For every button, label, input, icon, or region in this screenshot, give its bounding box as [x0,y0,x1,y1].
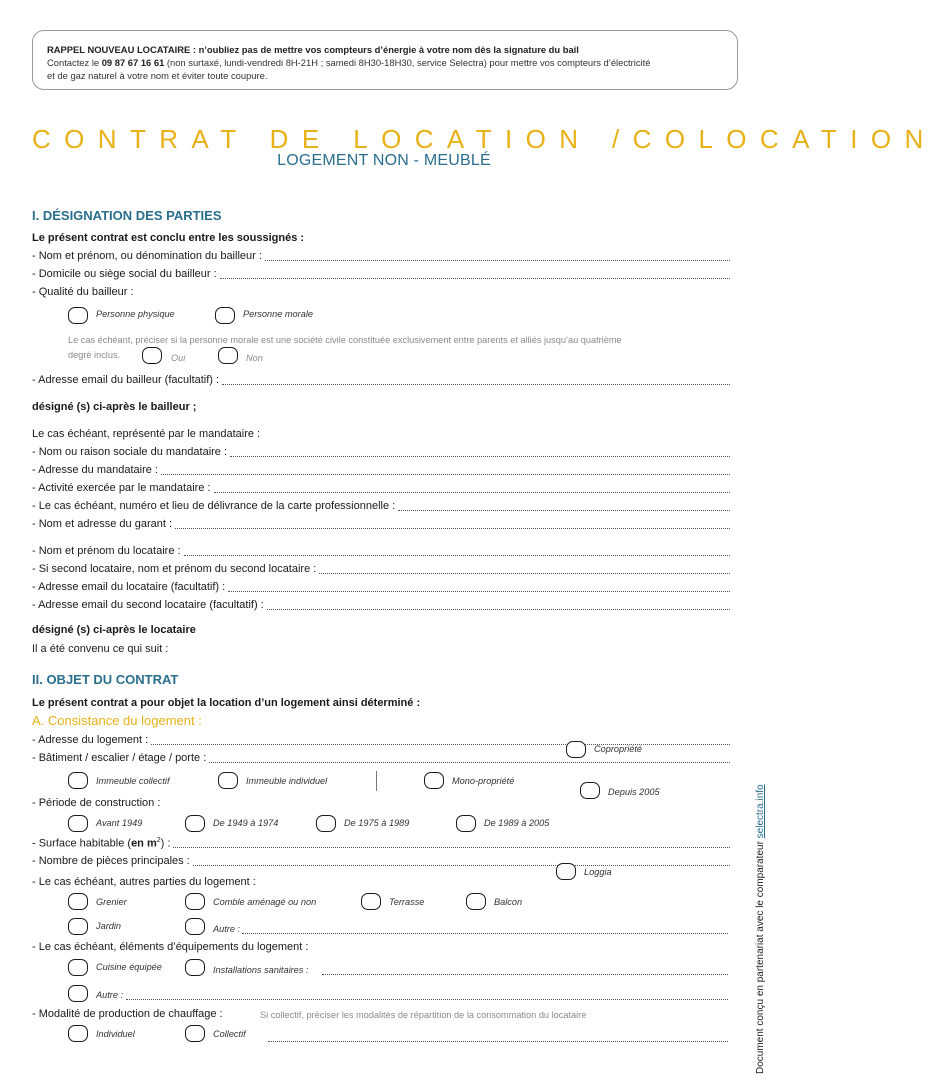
autre-parties-dots[interactable] [242,922,728,934]
bailleur-name-label: - Nom et prénom, ou dénomination du bailleur : [32,250,262,262]
checkbox-jardin[interactable] [68,918,88,935]
surface-field[interactable] [32,837,730,851]
checkbox-sanitaires[interactable] [185,959,205,976]
autre-equip-dots[interactable] [126,988,728,1000]
option-chauffage-collectif: Collectif [213,1029,246,1039]
bailleur-name-dots[interactable] [265,250,730,261]
periode-construction-label: - Période de construction : [32,797,161,809]
mandataire-adresse-dots[interactable] [161,464,730,475]
objet-intro: Le présent contrat a pour objet la location d’un logement ainsi déterminé : [32,697,421,709]
reminder-phone[interactable]: 09 87 67 16 61 [101,57,165,68]
chauffage-note: Si collectif, préciser les modalités de répartition de la consommation du locataire [260,1010,587,1020]
option-1989-2005: De 1989 à 2005 [484,818,550,828]
mandataire-activite-dots[interactable] [214,482,730,493]
mandataire-intro: Le cas échéant, représenté par le mandataire : [32,428,261,440]
checkbox-comble[interactable] [185,893,205,910]
checkbox-chauffage-individuel[interactable] [68,1025,88,1042]
garant-field[interactable] [32,518,730,532]
checkbox-immeuble-individuel[interactable] [218,772,238,789]
option-autre-equip: Autre : [96,990,124,1000]
bailleur-email-dots[interactable] [222,374,730,385]
mandataire-nom-dots[interactable] [230,446,730,457]
options-divider [376,771,377,791]
checkbox-sci-non[interactable] [218,347,238,364]
mandataire-carte-dots[interactable] [398,500,730,511]
bailleur-email-field[interactable] [32,374,730,388]
reminder-contact-suffix: (non surtaxé, lundi-vendredi 8H-21H ; samedi 8H30-18H30, service Selectra) pour mettre vos compteurs d’électricité [164,57,651,68]
surface-unit: en m [131,837,157,850]
contract-title: CONTRAT DE LOCATION /COLOCATION [32,124,937,154]
second-email-field[interactable] [32,599,730,613]
second-locataire-dots[interactable] [319,563,730,574]
option-balcon: Balcon [494,897,523,907]
option-sanitaires: Installations sanitaires : [213,965,309,975]
chauffage-label: - Modalité de production de chauffage : [32,1008,223,1020]
option-chauffage-individuel: Individuel [96,1029,135,1039]
batiment-label: - Bâtiment / escalier / étage / porte : [32,752,207,764]
second-email-dots[interactable] [267,599,730,610]
reminder-line3: et de gaz naturel à votre nom et éviter toute coupure. [47,70,268,81]
option-personne-morale: Personne morale [243,309,313,319]
checkbox-autre-parties[interactable] [185,918,205,935]
option-loggia: Loggia [584,867,612,877]
locataire-email-field[interactable] [32,581,730,595]
reminder-contact-prefix: Contactez le [47,57,102,68]
option-immeuble-collectif: Immeuble collectif [96,776,170,786]
option-grenier: Grenier [96,897,127,907]
parties-intro: Le présent contrat est conclu entre les soussignés : [32,232,305,244]
chauffage-dots[interactable] [268,1030,728,1042]
pieces-dots[interactable] [193,855,730,866]
designe-bailleur: désigné (s) ci-après le bailleur ; [32,401,197,413]
adresse-logement-label: - Adresse du logement : [32,734,149,746]
option-comble: Comble aménagé ou non [213,897,317,907]
mandataire-adresse-label: - Adresse du mandataire : [32,464,158,476]
mandataire-carte-label: - Le cas échéant, numéro et lieu de délivrance de la carte professionnelle : [32,500,396,512]
batiment-field[interactable] [32,752,730,766]
option-terrasse: Terrasse [389,897,425,907]
option-personne-physique: Personne physique [96,309,175,319]
sanitaires-dots[interactable] [322,963,728,975]
checkbox-personne-morale[interactable] [215,307,235,324]
mandataire-carte-field[interactable] [32,500,730,514]
batiment-dots[interactable] [209,752,730,763]
checkbox-autre-equip[interactable] [68,985,88,1002]
adresse-logement-dots[interactable] [151,734,730,745]
second-locataire-label: - Si second locataire, nom et prénom du second locataire : [32,563,317,575]
consistance-heading: A. Consistance du logement : [32,713,202,728]
mandataire-adresse-field[interactable] [32,464,730,478]
option-immeuble-individuel: Immeuble individuel [246,776,328,786]
designe-locataire: désigné (s) ci-après le locataire [32,624,196,636]
locataire-nom-dots[interactable] [184,545,730,556]
second-email-label: - Adresse email du second locataire (facultatif) : [32,599,264,611]
surface-suffix: ) : [160,837,171,850]
mandataire-activite-label: - Activité exercée par le mandataire : [32,482,211,494]
surface-label [32,837,170,851]
bailleur-email-label: - Adresse email du bailleur (facultatif) : [32,374,220,386]
checkbox-cuisine[interactable] [68,959,88,976]
surface-prefix: - Surface habitable ( [32,837,132,850]
checkbox-personne-physique[interactable] [68,307,88,324]
checkbox-sci-oui[interactable] [142,347,162,364]
checkbox-1975-1989[interactable] [316,815,336,832]
side-credit [755,784,766,1074]
locataire-email-dots[interactable] [228,581,730,592]
energy-reminder-box [32,30,738,90]
locataire-nom-label: - Nom et prénom du locataire : [32,545,181,557]
option-depuis-2005: Depuis 2005 [608,787,660,797]
option-sci-non: Non [246,353,263,363]
option-jardin: Jardin [96,921,122,931]
surface-exponent: 2 [156,837,161,844]
checkbox-immeuble-collectif[interactable] [68,772,88,789]
option-1975-1989: De 1975 à 1989 [344,818,410,828]
checkbox-terrasse[interactable] [361,893,381,910]
garant-dots[interactable] [175,518,730,529]
sci-note-line1: Le cas échéant, préciser si la personne morale est une société civile constituée exclusivement entre parents et alliés jusqu’au quatrième [68,335,622,345]
option-1949-1974: De 1949 à 1974 [213,818,279,828]
reminder-title: RAPPEL NOUVEAU LOCATAIRE : n’oubliez pas de mettre vos compteurs d’énergie à votre nom dès la signature du bail [47,44,579,55]
autres-parties-label: - Le cas échéant, autres parties du logement : [32,876,256,888]
section-2-heading: II. OBJET DU CONTRAT [32,672,179,687]
bailleur-domicile-dots[interactable] [220,268,730,279]
side-credit-text: Document conçu en partenariat avec le comparateur [755,838,766,1074]
bailleur-domicile-label: - Domicile ou siège social du bailleur : [32,268,217,280]
sci-note-line2: degré inclus. [68,350,121,360]
checkbox-grenier[interactable] [68,893,88,910]
surface-dots[interactable] [173,837,730,848]
checkbox-avant-1949[interactable] [68,815,88,832]
section-1-heading: I. DÉSIGNATION DES PARTIES [32,208,222,223]
option-mono-propriete: Mono-propriété [452,776,515,786]
convenu-text: Il a été convenu ce qui suit : [32,643,169,655]
bailleur-domicile-field[interactable] [32,268,730,282]
option-autre-parties: Autre : [213,924,241,934]
checkbox-chauffage-collectif[interactable] [185,1025,205,1042]
locataire-nom-field[interactable] [32,545,730,559]
option-sci-oui: Oui [171,353,186,363]
checkbox-1949-1974[interactable] [185,815,205,832]
contract-subtitle: LOGEMENT NON - MEUBLÉ [277,152,491,169]
pieces-label: - Nombre de pièces principales : [32,855,190,867]
mandataire-nom-label: - Nom ou raison sociale du mandataire : [32,446,228,458]
checkbox-loggia[interactable] [556,863,576,880]
locataire-email-label: - Adresse email du locataire (facultatif) : [32,581,226,593]
checkbox-mono-propriete[interactable] [424,772,444,789]
checkbox-1989-2005[interactable] [456,815,476,832]
mandataire-activite-field[interactable] [32,482,730,496]
bailleur-name-field[interactable] [32,250,730,264]
bailleur-qualite-label: - Qualité du bailleur : [32,286,134,298]
checkbox-balcon[interactable] [466,893,486,910]
second-locataire-field[interactable] [32,563,730,577]
equipements-label: - Le cas échéant, éléments d’équipements du logement : [32,941,309,953]
selectra-link[interactable]: selectra.info [755,784,766,839]
pieces-field[interactable] [32,855,730,869]
checkbox-depuis-2005[interactable] [580,782,600,799]
option-avant-1949: Avant 1949 [96,818,143,828]
garant-label: - Nom et adresse du garant : [32,518,173,530]
option-cuisine: Cuisine équipée [96,962,162,972]
checkbox-copropriete[interactable] [566,741,586,758]
option-copropriete: Copropriété [594,744,643,754]
mandataire-nom-field[interactable] [32,446,730,460]
